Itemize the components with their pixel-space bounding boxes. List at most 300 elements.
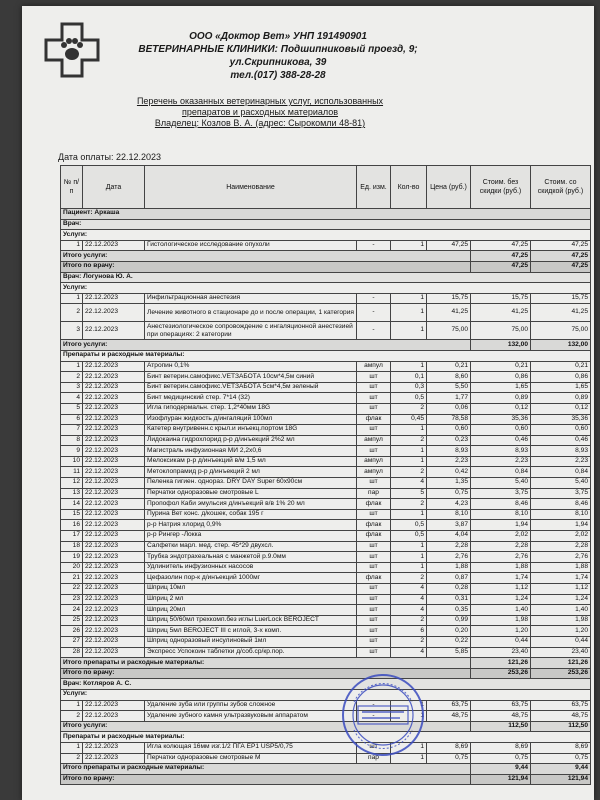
item-disc: 63,75 xyxy=(531,700,591,711)
material-row xyxy=(61,573,591,584)
title-line-2: препаратов и расходных материалов xyxy=(181,107,339,117)
item-qty: 2 xyxy=(391,403,427,414)
doctor-row xyxy=(61,219,591,230)
item-qty: 2 xyxy=(391,636,427,647)
item-sum: 75,00 xyxy=(471,322,531,340)
item-disc: 0,89 xyxy=(531,393,591,404)
item-sum: 23,40 xyxy=(471,647,531,658)
item-price: 0,60 xyxy=(427,425,471,436)
item-disc: 15,75 xyxy=(531,293,591,304)
item-number: 19 xyxy=(61,552,83,563)
item-unit: ампул xyxy=(357,467,391,478)
item-disc: 1,88 xyxy=(531,562,591,573)
item-price: 0,22 xyxy=(427,636,471,647)
item-disc: 0,21 xyxy=(531,361,591,372)
item-price: 1,35 xyxy=(427,478,471,489)
item-unit: шт xyxy=(357,372,391,383)
item-disc: 23,40 xyxy=(531,647,591,658)
services-header xyxy=(61,689,591,700)
material-row xyxy=(61,499,591,510)
clinic-header xyxy=(128,30,428,82)
material-row xyxy=(61,552,591,563)
item-number: 1 xyxy=(61,361,83,372)
materials-header xyxy=(61,732,591,743)
item-unit: - xyxy=(357,293,391,304)
item-disc: 1,74 xyxy=(531,573,591,584)
item-unit: шт xyxy=(357,584,391,595)
item-unit: шт xyxy=(357,615,391,626)
material-row xyxy=(61,372,591,383)
materials-total-label: Итого препараты и расходные материалы: xyxy=(61,764,471,775)
item-disc: 3,75 xyxy=(531,488,591,499)
item-name: Экспресс Успокоин таблетки д/соб.ср/кр.пор. xyxy=(145,647,357,658)
item-sum: 1,12 xyxy=(471,584,531,595)
item-number: 10 xyxy=(61,456,83,467)
item-disc: 47,25 xyxy=(531,240,591,251)
materials-total-disc: 121,26 xyxy=(531,658,591,669)
item-unit: флак xyxy=(357,573,391,584)
item-name: Лечение животного в стационаре до и после операции, 1 категория xyxy=(145,304,357,322)
item-date: 22.12.2023 xyxy=(83,520,145,531)
item-disc: 0,12 xyxy=(531,403,591,414)
item-number: 27 xyxy=(61,636,83,647)
doctor-total-disc: 47,25 xyxy=(531,261,591,272)
materials-header xyxy=(61,350,591,361)
item-number: 23 xyxy=(61,594,83,605)
item-sum: 0,75 xyxy=(471,753,531,764)
item-number: 26 xyxy=(61,626,83,637)
item-disc: 1,65 xyxy=(531,382,591,393)
materials-header-label: Препараты и расходные материалы: xyxy=(61,732,591,743)
clinic-phone: тел.(017) 388-28-28 xyxy=(230,70,326,81)
item-number: 17 xyxy=(61,531,83,542)
item-sum: 2,76 xyxy=(471,552,531,563)
item-sum: 0,60 xyxy=(471,425,531,436)
item-qty: 0,3 xyxy=(391,382,427,393)
material-row xyxy=(61,753,591,764)
item-number: 1 xyxy=(61,293,83,304)
item-disc: 8,10 xyxy=(531,509,591,520)
item-disc: 5,40 xyxy=(531,478,591,489)
item-unit: шт xyxy=(357,594,391,605)
material-row xyxy=(61,467,591,478)
item-number: 1 xyxy=(61,742,83,753)
item-sum: 0,12 xyxy=(471,403,531,414)
item-price: 4,04 xyxy=(427,531,471,542)
item-price: 8,10 xyxy=(427,509,471,520)
item-qty: 1 xyxy=(391,322,427,340)
owner-line: Владелец: Козлов В. А. (адрес: Сырокомли 48-81) xyxy=(154,118,366,128)
item-disc: 2,76 xyxy=(531,552,591,563)
item-price: 0,75 xyxy=(427,753,471,764)
item-number: 3 xyxy=(61,322,83,340)
item-price: 0,87 xyxy=(427,573,471,584)
item-price: 0,06 xyxy=(427,403,471,414)
item-number: 14 xyxy=(61,499,83,510)
item-price: 63,75 xyxy=(427,700,471,711)
clinic-name: ООО «Доктор Вет» УНП 191490901 xyxy=(189,31,367,42)
material-row xyxy=(61,393,591,404)
item-date: 22.12.2023 xyxy=(83,742,145,753)
item-name: р-р Рингер -Локка xyxy=(145,531,357,542)
item-date: 22.12.2023 xyxy=(83,446,145,457)
material-row xyxy=(61,742,591,753)
item-unit: шт xyxy=(357,626,391,637)
item-unit: шт xyxy=(357,636,391,647)
item-number: 22 xyxy=(61,584,83,595)
item-qty: 4 xyxy=(391,584,427,595)
item-date: 22.12.2023 xyxy=(83,435,145,446)
service-row xyxy=(61,322,591,340)
doctor-total xyxy=(61,261,591,272)
col-header: Стоим. без скидки (руб.) xyxy=(471,166,531,209)
item-name: Трубка эндотрахеальная с манжетой р.9.0мм xyxy=(145,552,357,563)
item-date: 22.12.2023 xyxy=(83,636,145,647)
item-unit: шт xyxy=(357,562,391,573)
item-unit: пар xyxy=(357,488,391,499)
col-header: Дата xyxy=(83,166,145,209)
item-qty: 1 xyxy=(391,425,427,436)
material-row xyxy=(61,541,591,552)
services-total-disc: 112,50 xyxy=(531,721,591,732)
item-number: 1 xyxy=(61,240,83,251)
item-sum: 1,24 xyxy=(471,594,531,605)
item-name: Гистологическое исследование опухоли xyxy=(145,240,357,251)
item-name: Лидокаина гидрохлорид р-р д/инъекций 2%2 мл xyxy=(145,435,357,446)
services-table xyxy=(60,165,591,785)
item-disc: 35,36 xyxy=(531,414,591,425)
item-number: 13 xyxy=(61,488,83,499)
item-unit: шт xyxy=(357,647,391,658)
item-sum: 5,40 xyxy=(471,478,531,489)
item-sum: 0,46 xyxy=(471,435,531,446)
item-unit: - xyxy=(357,700,391,711)
item-disc: 1,40 xyxy=(531,605,591,616)
item-sum: 0,44 xyxy=(471,636,531,647)
item-qty: 2 xyxy=(391,467,427,478)
material-row xyxy=(61,361,591,372)
item-disc: 1,94 xyxy=(531,520,591,531)
item-price: 41,25 xyxy=(427,304,471,322)
item-name: Катетер внутривенн.с крыл.и инъекц.портом 18G xyxy=(145,425,357,436)
item-name: Бинт медицинский стер. 7*14 (32) xyxy=(145,393,357,404)
item-date: 22.12.2023 xyxy=(83,425,145,436)
item-name: Салфетки марл. мед. стер. 45*29 двухсл. xyxy=(145,541,357,552)
materials-header-label: Препараты и расходные материалы: xyxy=(61,350,591,361)
table-header-row xyxy=(61,166,591,209)
item-qty: 4 xyxy=(391,605,427,616)
item-disc: 2,23 xyxy=(531,456,591,467)
item-qty: 1 xyxy=(391,711,427,722)
item-price: 75,00 xyxy=(427,322,471,340)
item-name: Пропофол Каби эмульсия д/инъекций в/в 1% 20 мл xyxy=(145,499,357,510)
item-name: Перчатки одноразовые смотровые М xyxy=(145,753,357,764)
item-qty: 6 xyxy=(391,626,427,637)
item-unit: пар xyxy=(357,753,391,764)
item-name: Метоклопрамид р-р д/инъекций 2 мл xyxy=(145,467,357,478)
item-disc: 8,69 xyxy=(531,742,591,753)
item-name: Пеленка гигиен. однораз. DRY DAY Super 60х90см xyxy=(145,478,357,489)
material-row xyxy=(61,594,591,605)
item-disc: 1,20 xyxy=(531,626,591,637)
item-number: 6 xyxy=(61,414,83,425)
item-name: Шприц 2 мл xyxy=(145,594,357,605)
item-price: 48,75 xyxy=(427,711,471,722)
services-header xyxy=(61,283,591,294)
material-row xyxy=(61,446,591,457)
item-price: 47,25 xyxy=(427,240,471,251)
col-header: Кол-во xyxy=(391,166,427,209)
clinic-address: ул.Скрипникова, 39 xyxy=(229,57,327,68)
doctor-row-label: Врач: Котляров А. С. xyxy=(61,679,591,690)
item-date: 22.12.2023 xyxy=(83,647,145,658)
services-header-label: Услуги: xyxy=(61,689,591,700)
item-unit: - xyxy=(357,711,391,722)
item-date: 22.12.2023 xyxy=(83,573,145,584)
item-date: 22.12.2023 xyxy=(83,488,145,499)
item-sum: 0,89 xyxy=(471,393,531,404)
doctor-total-disc: 253,26 xyxy=(531,668,591,679)
item-sum: 1,88 xyxy=(471,562,531,573)
col-header: Ед. изм. xyxy=(357,166,391,209)
material-row xyxy=(61,478,591,489)
item-unit: флак xyxy=(357,531,391,542)
item-unit: шт xyxy=(357,605,391,616)
services-total-sum: 132,00 xyxy=(471,340,531,351)
item-unit: - xyxy=(357,304,391,322)
col-header: Наименование xyxy=(145,166,357,209)
item-name: Удаление зуба или группы зубов сложное xyxy=(145,700,357,711)
item-unit: шт xyxy=(357,509,391,520)
item-price: 0,75 xyxy=(427,488,471,499)
item-qty: 1 xyxy=(391,552,427,563)
services-header xyxy=(61,230,591,241)
item-unit: шт xyxy=(357,478,391,489)
item-price: 8,60 xyxy=(427,372,471,383)
item-name: Шприц 10мл xyxy=(145,584,357,595)
item-qty: 4 xyxy=(391,594,427,605)
clinic-stamp-icon xyxy=(340,672,426,758)
item-name: Бинт ветерин.самофикс.VETЗАБОТА 5см*4,5м зеленый xyxy=(145,382,357,393)
item-qty: 0,5 xyxy=(391,531,427,542)
item-sum: 35,36 xyxy=(471,414,531,425)
item-name: Игла гиподермальн. стер. 1,2*40мм 18G xyxy=(145,403,357,414)
item-sum: 1,20 xyxy=(471,626,531,637)
item-sum: 8,69 xyxy=(471,742,531,753)
doctor-total xyxy=(61,774,591,785)
item-unit: шт xyxy=(357,541,391,552)
item-qty: 1 xyxy=(391,240,427,251)
item-sum: 8,93 xyxy=(471,446,531,457)
material-row xyxy=(61,605,591,616)
service-row xyxy=(61,240,591,251)
item-price: 0,20 xyxy=(427,626,471,637)
item-number: 4 xyxy=(61,393,83,404)
item-number: 28 xyxy=(61,647,83,658)
material-row xyxy=(61,615,591,626)
doctor-total xyxy=(61,668,591,679)
item-disc: 2,02 xyxy=(531,531,591,542)
item-sum: 48,75 xyxy=(471,711,531,722)
item-date: 22.12.2023 xyxy=(83,541,145,552)
item-unit: шт xyxy=(357,552,391,563)
title-line-1: Перечень оказанных ветеринарных услуг, использованных xyxy=(136,96,384,106)
item-date: 22.12.2023 xyxy=(83,304,145,322)
item-price: 0,28 xyxy=(427,584,471,595)
item-disc: 2,28 xyxy=(531,541,591,552)
item-sum: 1,94 xyxy=(471,520,531,531)
item-date: 22.12.2023 xyxy=(83,531,145,542)
item-disc: 0,86 xyxy=(531,372,591,383)
item-disc: 0,44 xyxy=(531,636,591,647)
doctor-total-sum: 121,94 xyxy=(471,774,531,785)
item-name: Шприц одноразовый инсулиновый 1мл xyxy=(145,636,357,647)
item-name: Изофлуран жидкость д/ингаляций 100мл xyxy=(145,414,357,425)
item-qty: 2 xyxy=(391,615,427,626)
item-price: 1,88 xyxy=(427,562,471,573)
material-row xyxy=(61,425,591,436)
item-date: 22.12.2023 xyxy=(83,467,145,478)
payment-date: Дата оплаты: 22.12.2023 xyxy=(58,152,162,162)
item-name: Перчатки одноразовые смотровые L xyxy=(145,488,357,499)
materials-total xyxy=(61,764,591,775)
item-qty: 2 xyxy=(391,435,427,446)
vet-cross-paw-logo-icon xyxy=(44,22,100,78)
item-price: 0,31 xyxy=(427,594,471,605)
item-qty: 2 xyxy=(391,573,427,584)
service-row xyxy=(61,304,591,322)
material-row xyxy=(61,403,591,414)
doctor-total-label: Итого по врачу: xyxy=(61,774,471,785)
services-total-disc: 132,00 xyxy=(531,340,591,351)
item-disc: 75,00 xyxy=(531,322,591,340)
item-name: Мелоксикам р-р д/инъекций в/м 1,5 мл xyxy=(145,456,357,467)
item-date: 22.12.2023 xyxy=(83,509,145,520)
item-disc: 41,25 xyxy=(531,304,591,322)
item-price: 0,23 xyxy=(427,435,471,446)
services-total-label: Итого услуги: xyxy=(61,721,471,732)
services-header-label: Услуги: xyxy=(61,283,591,294)
material-row xyxy=(61,584,591,595)
item-date: 22.12.2023 xyxy=(83,711,145,722)
document-title xyxy=(100,96,420,129)
material-row xyxy=(61,382,591,393)
item-date: 22.12.2023 xyxy=(83,322,145,340)
item-number: 1 xyxy=(61,700,83,711)
doctor-total-sum: 47,25 xyxy=(471,261,531,272)
item-disc: 1,12 xyxy=(531,584,591,595)
item-date: 22.12.2023 xyxy=(83,293,145,304)
doctor-total-label: Итого по врачу: xyxy=(61,261,471,272)
services-total xyxy=(61,721,591,732)
item-number: 11 xyxy=(61,467,83,478)
item-date: 22.12.2023 xyxy=(83,700,145,711)
item-date: 22.12.2023 xyxy=(83,240,145,251)
item-name: Удлинитель инфузионных насосов xyxy=(145,562,357,573)
item-sum: 47,25 xyxy=(471,240,531,251)
item-unit: флак xyxy=(357,520,391,531)
item-disc: 48,75 xyxy=(531,711,591,722)
item-name: р-р Натрия хлорид 0,9% xyxy=(145,520,357,531)
item-number: 5 xyxy=(61,403,83,414)
item-disc: 1,24 xyxy=(531,594,591,605)
services-total-sum: 112,50 xyxy=(471,721,531,732)
item-price: 5,50 xyxy=(427,382,471,393)
service-row xyxy=(61,711,591,722)
item-sum: 1,74 xyxy=(471,573,531,584)
item-number: 20 xyxy=(61,562,83,573)
item-qty: 1 xyxy=(391,456,427,467)
doctor-row xyxy=(61,272,591,283)
doctor-total-disc: 121,94 xyxy=(531,774,591,785)
item-sum: 41,25 xyxy=(471,304,531,322)
materials-total-sum: 9,44 xyxy=(471,764,531,775)
doctor-total-sum: 253,26 xyxy=(471,668,531,679)
material-row xyxy=(61,456,591,467)
services-total-sum: 47,25 xyxy=(471,251,531,262)
item-name: Атропин 0,1% xyxy=(145,361,357,372)
item-unit: ампул xyxy=(357,456,391,467)
item-name: Бинт ветерин.самофикс.VETЗАБОТА 10см*4,5м синий xyxy=(145,372,357,383)
item-date: 22.12.2023 xyxy=(83,626,145,637)
item-price: 2,23 xyxy=(427,456,471,467)
item-name: Анестезиологическое сопровождение с ингаляционной анестезией при операциях: 2 категории xyxy=(145,322,357,340)
service-row xyxy=(61,700,591,711)
item-sum: 0,84 xyxy=(471,467,531,478)
item-unit: - xyxy=(357,322,391,340)
material-row xyxy=(61,509,591,520)
item-qty: 1 xyxy=(391,742,427,753)
item-unit: шт xyxy=(357,425,391,436)
item-qty: 1 xyxy=(391,446,427,457)
item-date: 22.12.2023 xyxy=(83,382,145,393)
clinic-type: ВЕТЕРИНАРНЫЕ КЛИНИКИ: Подшипниковый проезд, 9; xyxy=(138,44,418,55)
item-name: Магистраль инфузионная МИ 2,2х0,6 xyxy=(145,446,357,457)
item-unit: - xyxy=(357,240,391,251)
services-total-label: Итого услуги: xyxy=(61,340,471,351)
item-price: 4,23 xyxy=(427,499,471,510)
item-qty: 0,5 xyxy=(391,393,427,404)
item-unit: шт xyxy=(357,393,391,404)
services-total-disc: 47,25 xyxy=(531,251,591,262)
item-sum: 1,65 xyxy=(471,382,531,393)
item-price: 3,87 xyxy=(427,520,471,531)
item-date: 22.12.2023 xyxy=(83,594,145,605)
item-number: 16 xyxy=(61,520,83,531)
item-number: 2 xyxy=(61,304,83,322)
material-row xyxy=(61,636,591,647)
material-row xyxy=(61,531,591,542)
item-number: 2 xyxy=(61,753,83,764)
item-unit: флак xyxy=(357,414,391,425)
item-qty: 1 xyxy=(391,562,427,573)
item-disc: 0,75 xyxy=(531,753,591,764)
item-date: 22.12.2023 xyxy=(83,552,145,563)
item-number: 24 xyxy=(61,605,83,616)
materials-total-disc: 9,44 xyxy=(531,764,591,775)
doctor-row-label: Врач: xyxy=(61,219,591,230)
col-header: Цена (руб.) xyxy=(427,166,471,209)
item-price: 5,85 xyxy=(427,647,471,658)
item-qty: 1 xyxy=(391,293,427,304)
col-header: Стоим. со скидкой (руб.) xyxy=(531,166,591,209)
item-price: 2,76 xyxy=(427,552,471,563)
item-name: Шприц 50/60мл трехкомп.без иглы LuerLock BEROJECT xyxy=(145,615,357,626)
patient-row-label: Пациент: Аркаша xyxy=(61,209,591,220)
item-price: 0,42 xyxy=(427,467,471,478)
item-qty: 4 xyxy=(391,478,427,489)
item-sum: 0,21 xyxy=(471,361,531,372)
